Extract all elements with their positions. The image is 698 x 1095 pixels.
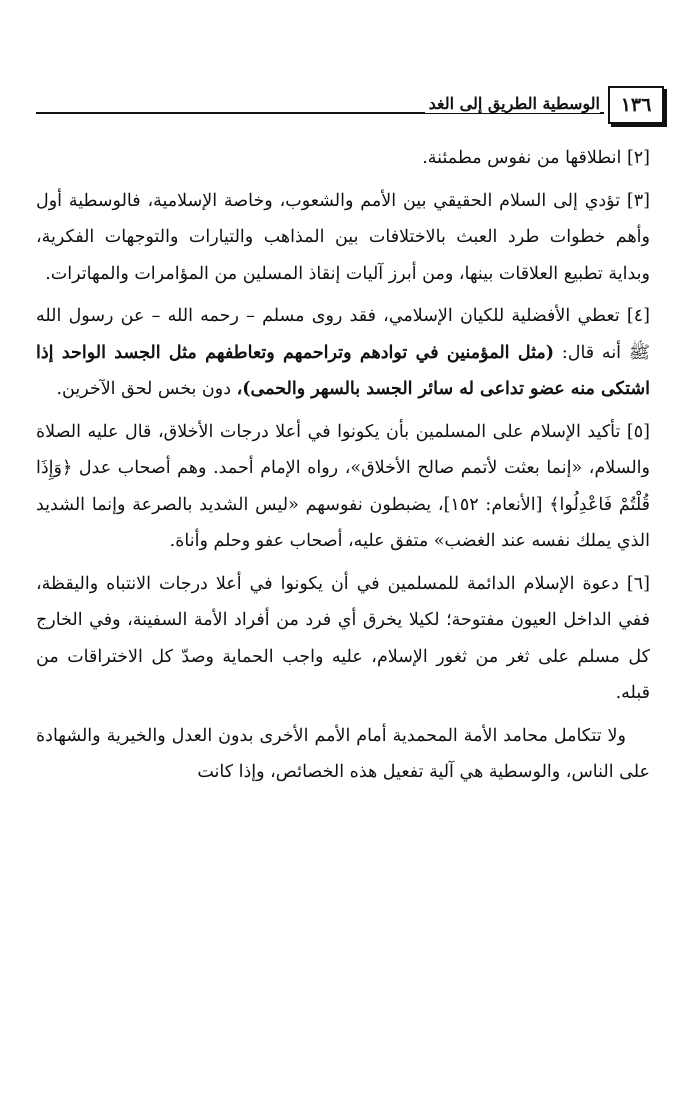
paragraph-6: [٦] دعوة الإسلام الدائمة للمسلمين في أن يكونوا في أعلا درجات الانتباه واليقظة، ففي الداخل العيون مفتوحة؛ لكيلا يخرق أي فرد من أفراد الأمة السفينة، وفي الخارج كل مسلم على ثغر من ثغور الإسلام، عليه واجب الحماية وصدّ كل الاختراقات من قبله.: [36, 573, 651, 703]
running-title: [425, 94, 600, 113]
paragraph-2: [٢] انطلاقها من نفوس مطمئنة.: [422, 148, 650, 168]
page-number: ١٣٦: [608, 86, 664, 124]
paragraph-4-tail: دون بخس لحق الآخرين.: [56, 379, 237, 399]
page-header: [36, 86, 664, 126]
paragraph-4-lead: [٤] تعطي الأفضلية للكيان الإسلامي، فقد روى مسلم – رحمه الله – عن رسول الله ﷺ أنه قال:: [36, 306, 650, 363]
paragraph-7: ولا تتكامل محامد الأمة المحمدية أمام الأمم الأخرى بدون العدل والخيرية والشهادة على الناس، والوسطية هي آلية تفعيل هذه الخصائص، وإذا كانت: [36, 725, 650, 782]
running-title-text: الوسطية الطريق إلى الغد: [425, 94, 600, 113]
paragraph-4: [36, 298, 650, 408]
hadith-quote: (مثل المؤمنين في توادهم وتراحمهم وتعاطفهم مثل الجسد الواحد إذا اشتكى منه عضو تداعى له سائر الجسد بالسهر والحمى)،: [36, 342, 650, 399]
paragraph-3: [٣] تؤدي إلى السلام الحقيقي بين الأمم والشعوب، وخاصة الإسلامية، فالوسطية أول وأهم خطوات طرد العبث بالاختلافات بين المذاهب والتيارات والتوجهات الفكرية، وبداية تطبيع العلاقات بينها، ومن أبرز آليات إنقاذ المسلين من المؤامرات والمهاترات.: [36, 190, 650, 284]
paragraph-5: [٥] تأكيد الإسلام على المسلمين بأن يكونوا في أعلا درجات الأخلاق، قال عليه الصلاة والسلام، «إنما بعثت لأتمم صالح الأخلاق»، رواه الإمام أحمد. وهم أصحاب عدل ﴿وَإِذَا قُلْتُمْ فَاعْدِلُوا﴾ [الأنعام: ١٥٢]، يضبطون نفوسهم «ليس الشديد بالصرعة وإنما الشديد الذي يملك نفسه عند الغضب» متفق عليه، أصحاب عفو وحلم وأناة.: [36, 421, 650, 551]
page-body: [36, 140, 650, 797]
